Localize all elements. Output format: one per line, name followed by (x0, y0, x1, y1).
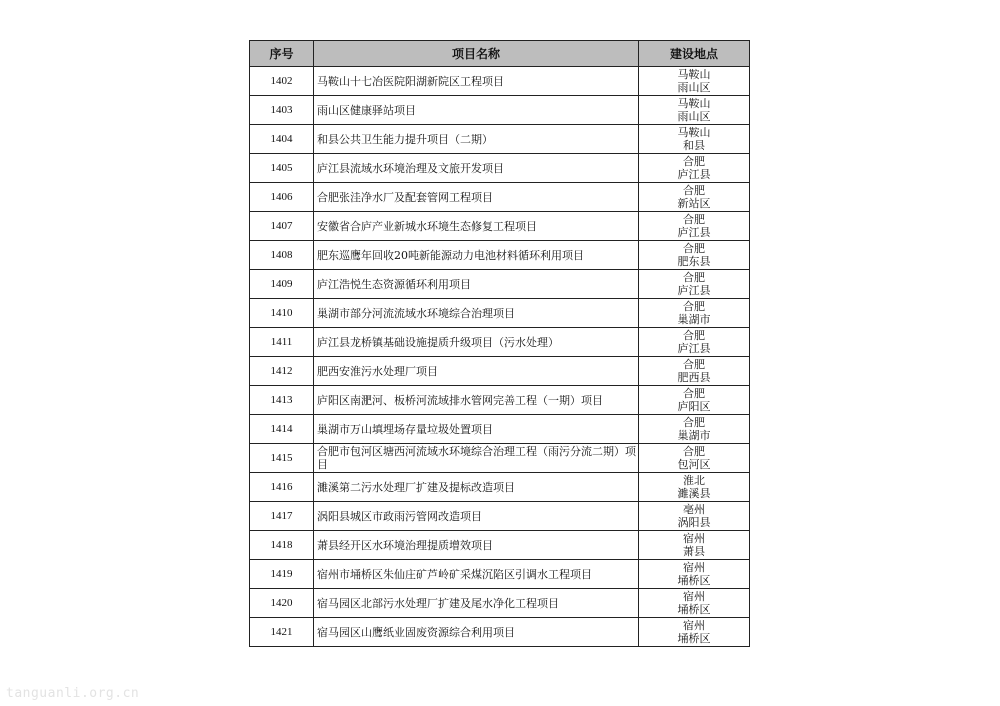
table-row (250, 212, 750, 241)
location-district: 巢湖市 (677, 429, 711, 442)
row-index: 1411 (250, 328, 314, 357)
location-district: 巢湖市 (677, 313, 711, 326)
table-row (250, 415, 750, 444)
table-row (250, 270, 750, 299)
row-location (639, 444, 750, 473)
row-index: 1409 (250, 270, 314, 299)
row-location (639, 473, 750, 502)
row-project-name: 庐阳区南淝河、板桥河流域排水管网完善工程（一期）项目 (314, 386, 639, 415)
table-row (250, 444, 750, 473)
row-location (639, 96, 750, 125)
location-city: 马鞍山 (677, 68, 711, 81)
row-location (639, 589, 750, 618)
location-city: 合肥 (683, 416, 705, 429)
row-location (639, 212, 750, 241)
watermark-text: tanguanli.org.cn (6, 686, 140, 701)
row-index: 1406 (250, 183, 314, 212)
row-project-name: 马鞍山十七冶医院阳湖新院区工程项目 (314, 67, 639, 96)
row-project-name: 庐江县流域水环境治理及文旅开发项目 (314, 154, 639, 183)
row-index: 1404 (250, 125, 314, 154)
row-project-name: 肥西安淮污水处理厂项目 (314, 357, 639, 386)
location-district: 濉溪县 (677, 487, 711, 500)
row-index: 1412 (250, 357, 314, 386)
location-city: 合肥 (683, 271, 705, 284)
location-district: 埇桥区 (677, 574, 711, 587)
row-index: 1421 (250, 618, 314, 647)
location-city: 合肥 (683, 445, 705, 458)
row-location (639, 183, 750, 212)
row-project-name: 涡阳县城区市政雨污管网改造项目 (314, 502, 639, 531)
row-index: 1402 (250, 67, 314, 96)
row-index: 1414 (250, 415, 314, 444)
row-location (639, 415, 750, 444)
row-index: 1415 (250, 444, 314, 473)
row-index: 1417 (250, 502, 314, 531)
location-city: 亳州 (683, 503, 705, 516)
table-row (250, 183, 750, 212)
row-location (639, 357, 750, 386)
location-city: 合肥 (683, 213, 705, 226)
row-project-name: 和县公共卫生能力提升项目（二期） (314, 125, 639, 154)
table-row (250, 96, 750, 125)
row-project-name: 巢湖市万山填埋场存量垃圾处置项目 (314, 415, 639, 444)
row-location (639, 531, 750, 560)
header-location: 建设地点 (639, 41, 750, 67)
row-location (639, 618, 750, 647)
table-body (250, 67, 750, 647)
header-project-name: 项目名称 (314, 41, 639, 67)
location-district: 雨山区 (677, 81, 711, 94)
location-city: 合肥 (683, 387, 705, 400)
table-row (250, 154, 750, 183)
row-location (639, 560, 750, 589)
row-location (639, 386, 750, 415)
table-row (250, 560, 750, 589)
location-district: 涡阳县 (677, 516, 711, 529)
table-header-row (250, 41, 750, 67)
table-row (250, 241, 750, 270)
row-location (639, 299, 750, 328)
location-district: 庐江县 (677, 226, 711, 239)
location-city: 宿州 (683, 590, 705, 603)
row-project-name: 肥东巡鹰年回收20吨新能源动力电池材料循环利用项目 (314, 241, 639, 270)
table-row (250, 299, 750, 328)
table-row (250, 618, 750, 647)
location-district: 雨山区 (677, 110, 711, 123)
location-district: 和县 (683, 139, 705, 152)
row-location (639, 67, 750, 96)
location-city: 淮北 (683, 474, 705, 487)
location-city: 马鞍山 (677, 97, 711, 110)
row-index: 1418 (250, 531, 314, 560)
location-district: 庐阳区 (677, 400, 711, 413)
location-city: 宿州 (683, 532, 705, 545)
table-row (250, 589, 750, 618)
row-index: 1408 (250, 241, 314, 270)
row-project-name: 巢湖市部分河流流域水环境综合治理项目 (314, 299, 639, 328)
table-row (250, 125, 750, 154)
table-row (250, 328, 750, 357)
location-district: 新站区 (677, 197, 711, 210)
location-city: 合肥 (683, 358, 705, 371)
row-project-name: 宿州市埇桥区朱仙庄矿芦岭矿采煤沉陷区引调水工程项目 (314, 560, 639, 589)
location-city: 宿州 (683, 561, 705, 574)
row-location (639, 328, 750, 357)
location-district: 庐江县 (677, 168, 711, 181)
table-row (250, 473, 750, 502)
row-location (639, 125, 750, 154)
row-index: 1410 (250, 299, 314, 328)
location-city: 宿州 (683, 619, 705, 632)
table-row (250, 531, 750, 560)
location-city: 合肥 (683, 184, 705, 197)
location-district: 肥西县 (677, 371, 711, 384)
row-location (639, 241, 750, 270)
row-project-name: 合肥张洼净水厂及配套管网工程项目 (314, 183, 639, 212)
row-project-name: 庐江浩悦生态资源循环利用项目 (314, 270, 639, 299)
location-district: 埇桥区 (677, 603, 711, 616)
location-city: 合肥 (683, 329, 705, 342)
location-city: 马鞍山 (677, 126, 711, 139)
row-project-name: 宿马园区北部污水处理厂扩建及尾水净化工程项目 (314, 589, 639, 618)
row-project-name: 安徽省合庐产业新城水环境生态修复工程项目 (314, 212, 639, 241)
location-city: 合肥 (683, 242, 705, 255)
location-district: 庐江县 (677, 284, 711, 297)
location-district: 包河区 (677, 458, 711, 471)
table-row (250, 67, 750, 96)
project-table (249, 40, 750, 647)
table-row (250, 386, 750, 415)
row-index: 1407 (250, 212, 314, 241)
location-city: 合肥 (683, 300, 705, 313)
row-project-name: 雨山区健康驿站项目 (314, 96, 639, 125)
row-index: 1420 (250, 589, 314, 618)
location-district: 萧县 (683, 545, 705, 558)
row-index: 1413 (250, 386, 314, 415)
row-project-name: 合肥市包河区塘西河流域水环境综合治理工程（雨污分流二期）项目 (314, 444, 639, 473)
table-row (250, 502, 750, 531)
location-district: 肥东县 (677, 255, 711, 268)
row-index: 1419 (250, 560, 314, 589)
row-project-name: 庐江县龙桥镇基础设施提质升级项目（污水处理） (314, 328, 639, 357)
location-city: 合肥 (683, 155, 705, 168)
row-project-name: 宿马园区山鹰纸业固废资源综合利用项目 (314, 618, 639, 647)
row-index: 1416 (250, 473, 314, 502)
header-index: 序号 (250, 41, 314, 67)
table-row (250, 357, 750, 386)
row-project-name: 濉溪第二污水处理厂扩建及提标改造项目 (314, 473, 639, 502)
location-district: 埇桥区 (677, 632, 711, 645)
row-index: 1403 (250, 96, 314, 125)
row-index: 1405 (250, 154, 314, 183)
row-location (639, 502, 750, 531)
row-location (639, 154, 750, 183)
location-district: 庐江县 (677, 342, 711, 355)
row-project-name: 萧县经开区水环境治理提质增效项目 (314, 531, 639, 560)
row-location (639, 270, 750, 299)
